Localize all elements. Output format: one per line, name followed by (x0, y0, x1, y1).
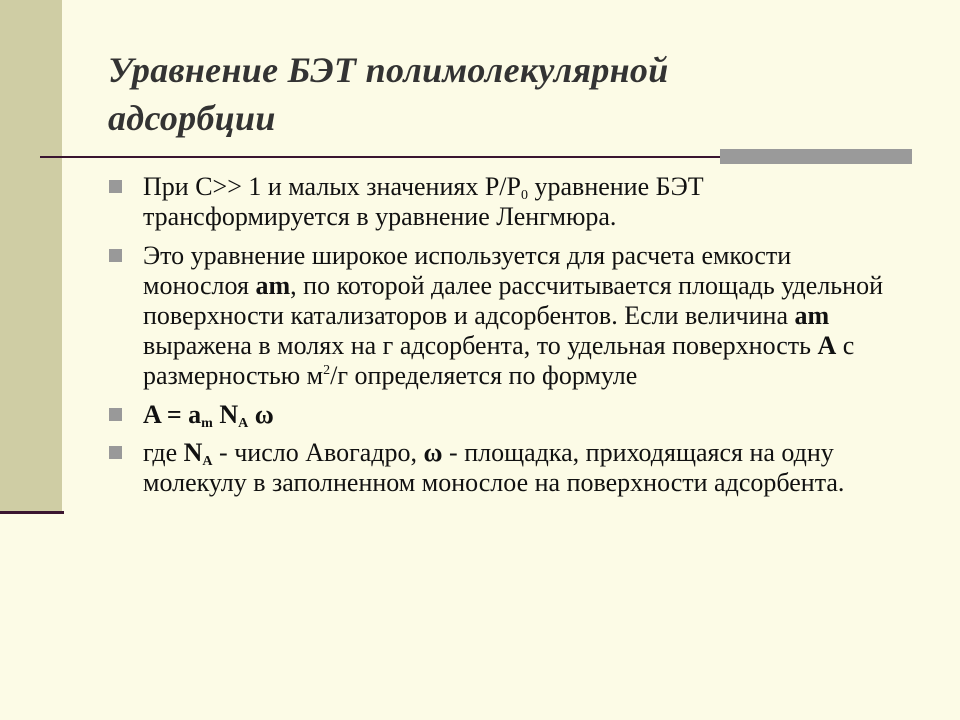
bullet-text: уравнение БЭТ трансформируется в уравнение Ленгмюра. (143, 172, 704, 231)
bold-term: am (794, 301, 830, 330)
bullet-list (108, 172, 898, 507)
bullet-text: с размерностью м (143, 331, 855, 390)
subscript: A (238, 416, 249, 431)
subscript: A (202, 454, 213, 469)
square-bullet-icon (109, 180, 122, 193)
side-decor-line (0, 511, 64, 514)
bold-term: A (817, 331, 837, 360)
omega-symbol: ω (254, 400, 274, 429)
subscript: m (201, 416, 213, 431)
formula (143, 400, 274, 429)
bullet-text: где (143, 438, 184, 467)
bullet-text: Это уравнение широкое используется для расчета емкости монослоя (143, 241, 792, 300)
bold-term: N (183, 438, 203, 467)
bullet-item-formula (108, 400, 898, 430)
slide-title-line-1: Уравнение БЭТ полимолекулярной (108, 50, 669, 90)
slide-title-line-2: адсорбции (108, 98, 276, 138)
bullet-text: выражена в молях на г адсорбента, то удельная поверхность (143, 331, 818, 360)
omega-symbol: ω (423, 438, 443, 467)
square-bullet-icon (109, 446, 122, 459)
square-bullet-icon (109, 249, 122, 262)
square-bullet-icon (109, 408, 122, 421)
slide-title (108, 46, 908, 142)
subscript: 0 (521, 188, 528, 203)
bullet-text: При С>> 1 и малых значениях Р/Р (143, 172, 521, 201)
bullet-text: , по которой далее рассчитывается площадь удельной поверхности катализаторов и адсорбентов. Если величина (143, 271, 883, 330)
superscript: 2 (323, 363, 331, 378)
side-decor-bar (0, 0, 62, 514)
bullet-item-langmuir (108, 172, 898, 232)
title-accent-bar (720, 149, 912, 164)
bold-term: am (255, 271, 291, 300)
bullet-item-monolayer (108, 241, 898, 391)
formula-part: N (212, 400, 239, 429)
bullet-text: - площадка, приходящаяся на одну молекулу в заполненном монослое на поверхности адсорбента. (143, 438, 845, 497)
formula-part: A = a (143, 400, 202, 429)
bullet-text: /г определяется по формуле (330, 361, 638, 390)
bullet-item-definitions (108, 438, 898, 498)
bullet-text: - число Авогадро, (212, 438, 424, 467)
